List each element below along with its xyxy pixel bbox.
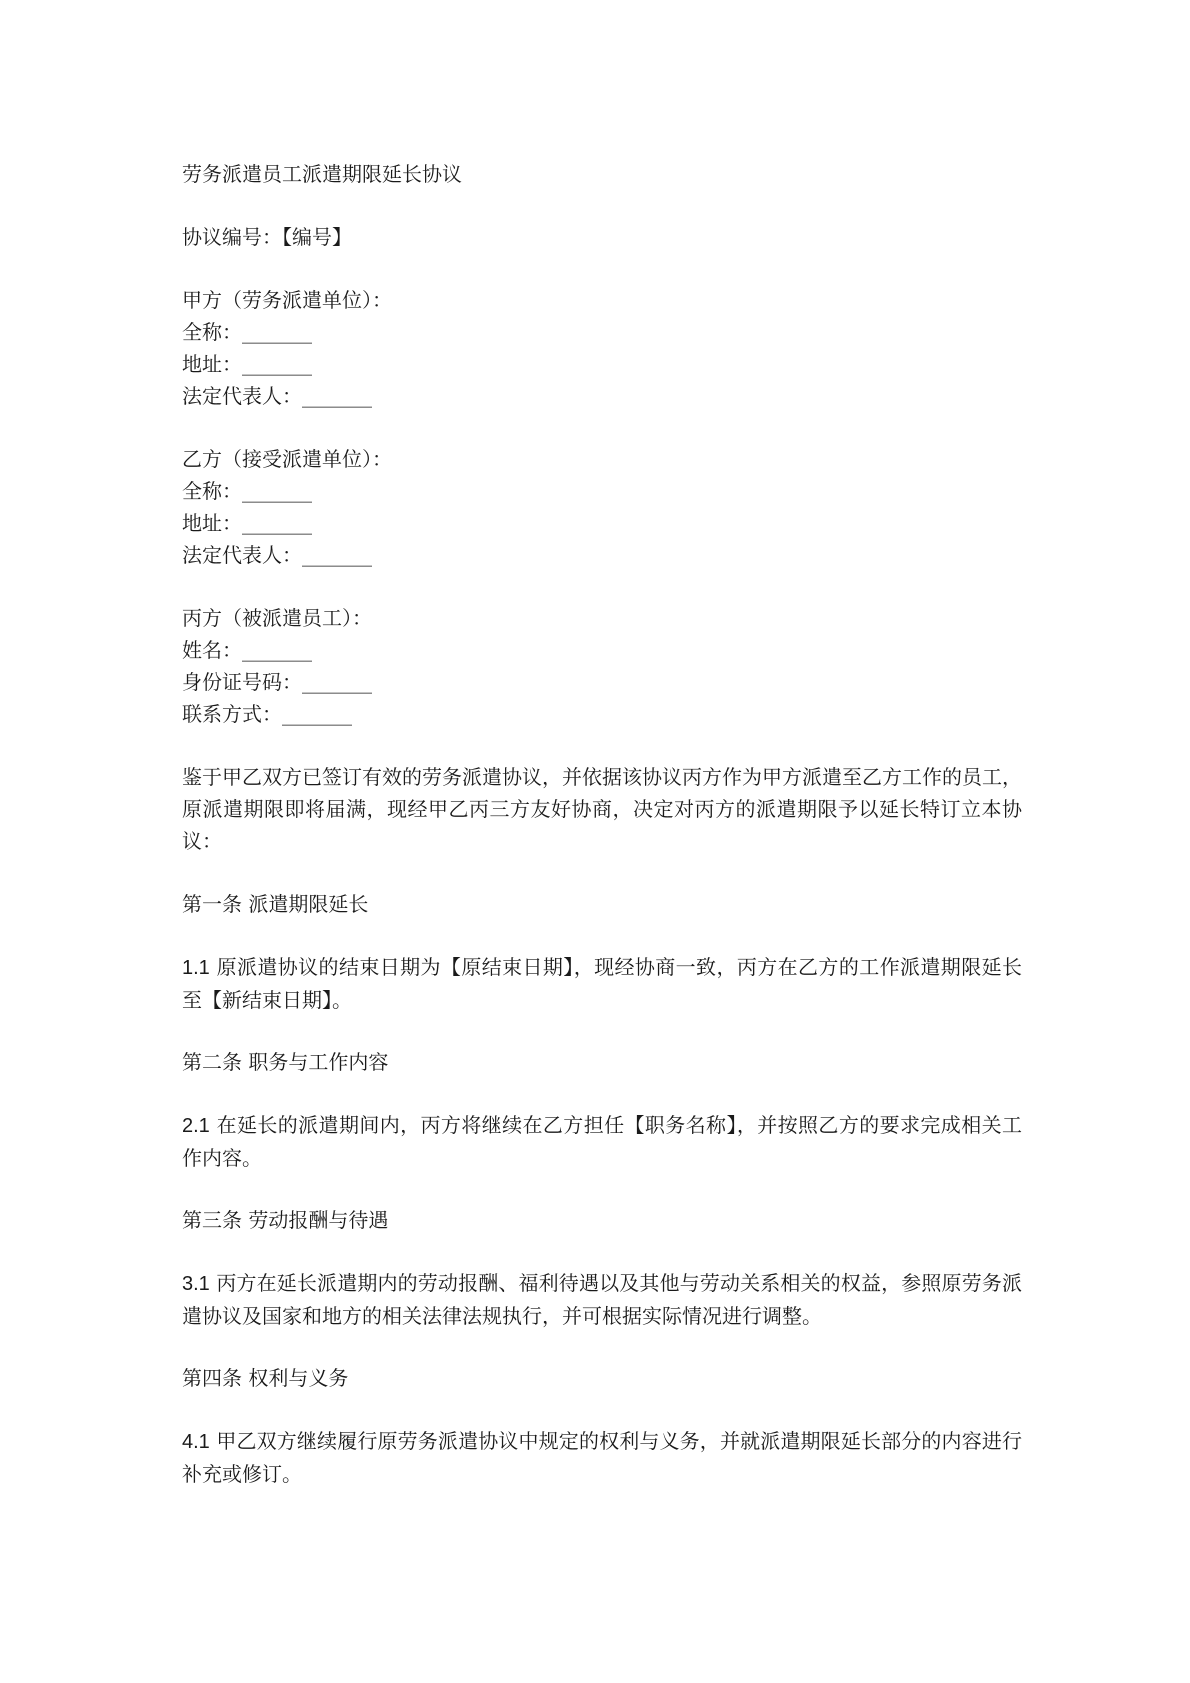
clause-number: 3.1 bbox=[182, 1273, 210, 1295]
article-1-heading: 第一条 派遣期限延长 bbox=[182, 892, 369, 916]
article-3-clause bbox=[182, 1267, 1022, 1332]
party-c-name-field: 姓名：_______ bbox=[182, 638, 312, 662]
party-c-id-field: 身份证号码：_______ bbox=[182, 670, 372, 694]
article-4-clause bbox=[182, 1425, 1022, 1490]
party-a-name-field: 全称：_______ bbox=[182, 320, 312, 344]
party-b-heading: 乙方（接受派遣单位）： bbox=[182, 447, 392, 471]
agreement-number: 协议编号：【编号】 bbox=[182, 225, 352, 249]
party-a-heading: 甲方（劳务派遣单位）： bbox=[182, 288, 392, 312]
article-2-heading: 第二条 职务与工作内容 bbox=[182, 1050, 389, 1074]
clause-text: 原派遣协议的结束日期为【原结束日期】，现经协商一致，丙方在乙方的工作派遣期限延长至【新结束日期】。 bbox=[182, 955, 1022, 1012]
clause-text: 丙方在延长派遣期内的劳动报酬、福利待遇以及其他与劳动关系相关的权益，参照原劳务派遣协议及国家和地方的相关法律法规执行，并可根据实际情况进行调整。 bbox=[182, 1271, 1022, 1328]
party-b-legal-rep-field: 法定代表人：_______ bbox=[182, 543, 372, 567]
article-1-clause bbox=[182, 951, 1022, 1016]
document-title: 劳务派遣员工派遣期限延长协议 bbox=[182, 162, 462, 186]
party-c-heading: 丙方（被派遣员工）： bbox=[182, 606, 372, 630]
clause-text: 甲乙双方继续履行原劳务派遣协议中规定的权利与义务，并就派遣期限延长部分的内容进行补充或修订。 bbox=[182, 1429, 1022, 1486]
clause-text: 在延长的派遣期间内，丙方将继续在乙方担任【职务名称】，并按照乙方的要求完成相关工作内容。 bbox=[182, 1113, 1022, 1170]
party-a-address-field: 地址：_______ bbox=[182, 352, 312, 376]
party-a-legal-rep-field: 法定代表人：_______ bbox=[182, 384, 372, 408]
article-3-heading: 第三条 劳动报酬与待遇 bbox=[182, 1208, 389, 1232]
article-2-clause bbox=[182, 1109, 1022, 1174]
party-c-contact-field: 联系方式：_______ bbox=[182, 702, 352, 726]
party-b-address-field: 地址：_______ bbox=[182, 511, 312, 535]
clause-number: 2.1 bbox=[182, 1115, 210, 1137]
article-4-heading: 第四条 权利与义务 bbox=[182, 1366, 349, 1390]
clause-number: 1.1 bbox=[182, 957, 210, 979]
preamble-paragraph: 鉴于甲乙双方已签订有效的劳务派遣协议，并依据该协议丙方作为甲方派遣至乙方工作的员工，原派遣期限即将届满，现经甲乙丙三方友好协商，决定对丙方的派遣期限予以延长特订立本协议： bbox=[182, 765, 1022, 853]
clause-number: 4.1 bbox=[182, 1431, 210, 1453]
party-b-name-field: 全称：_______ bbox=[182, 479, 312, 503]
